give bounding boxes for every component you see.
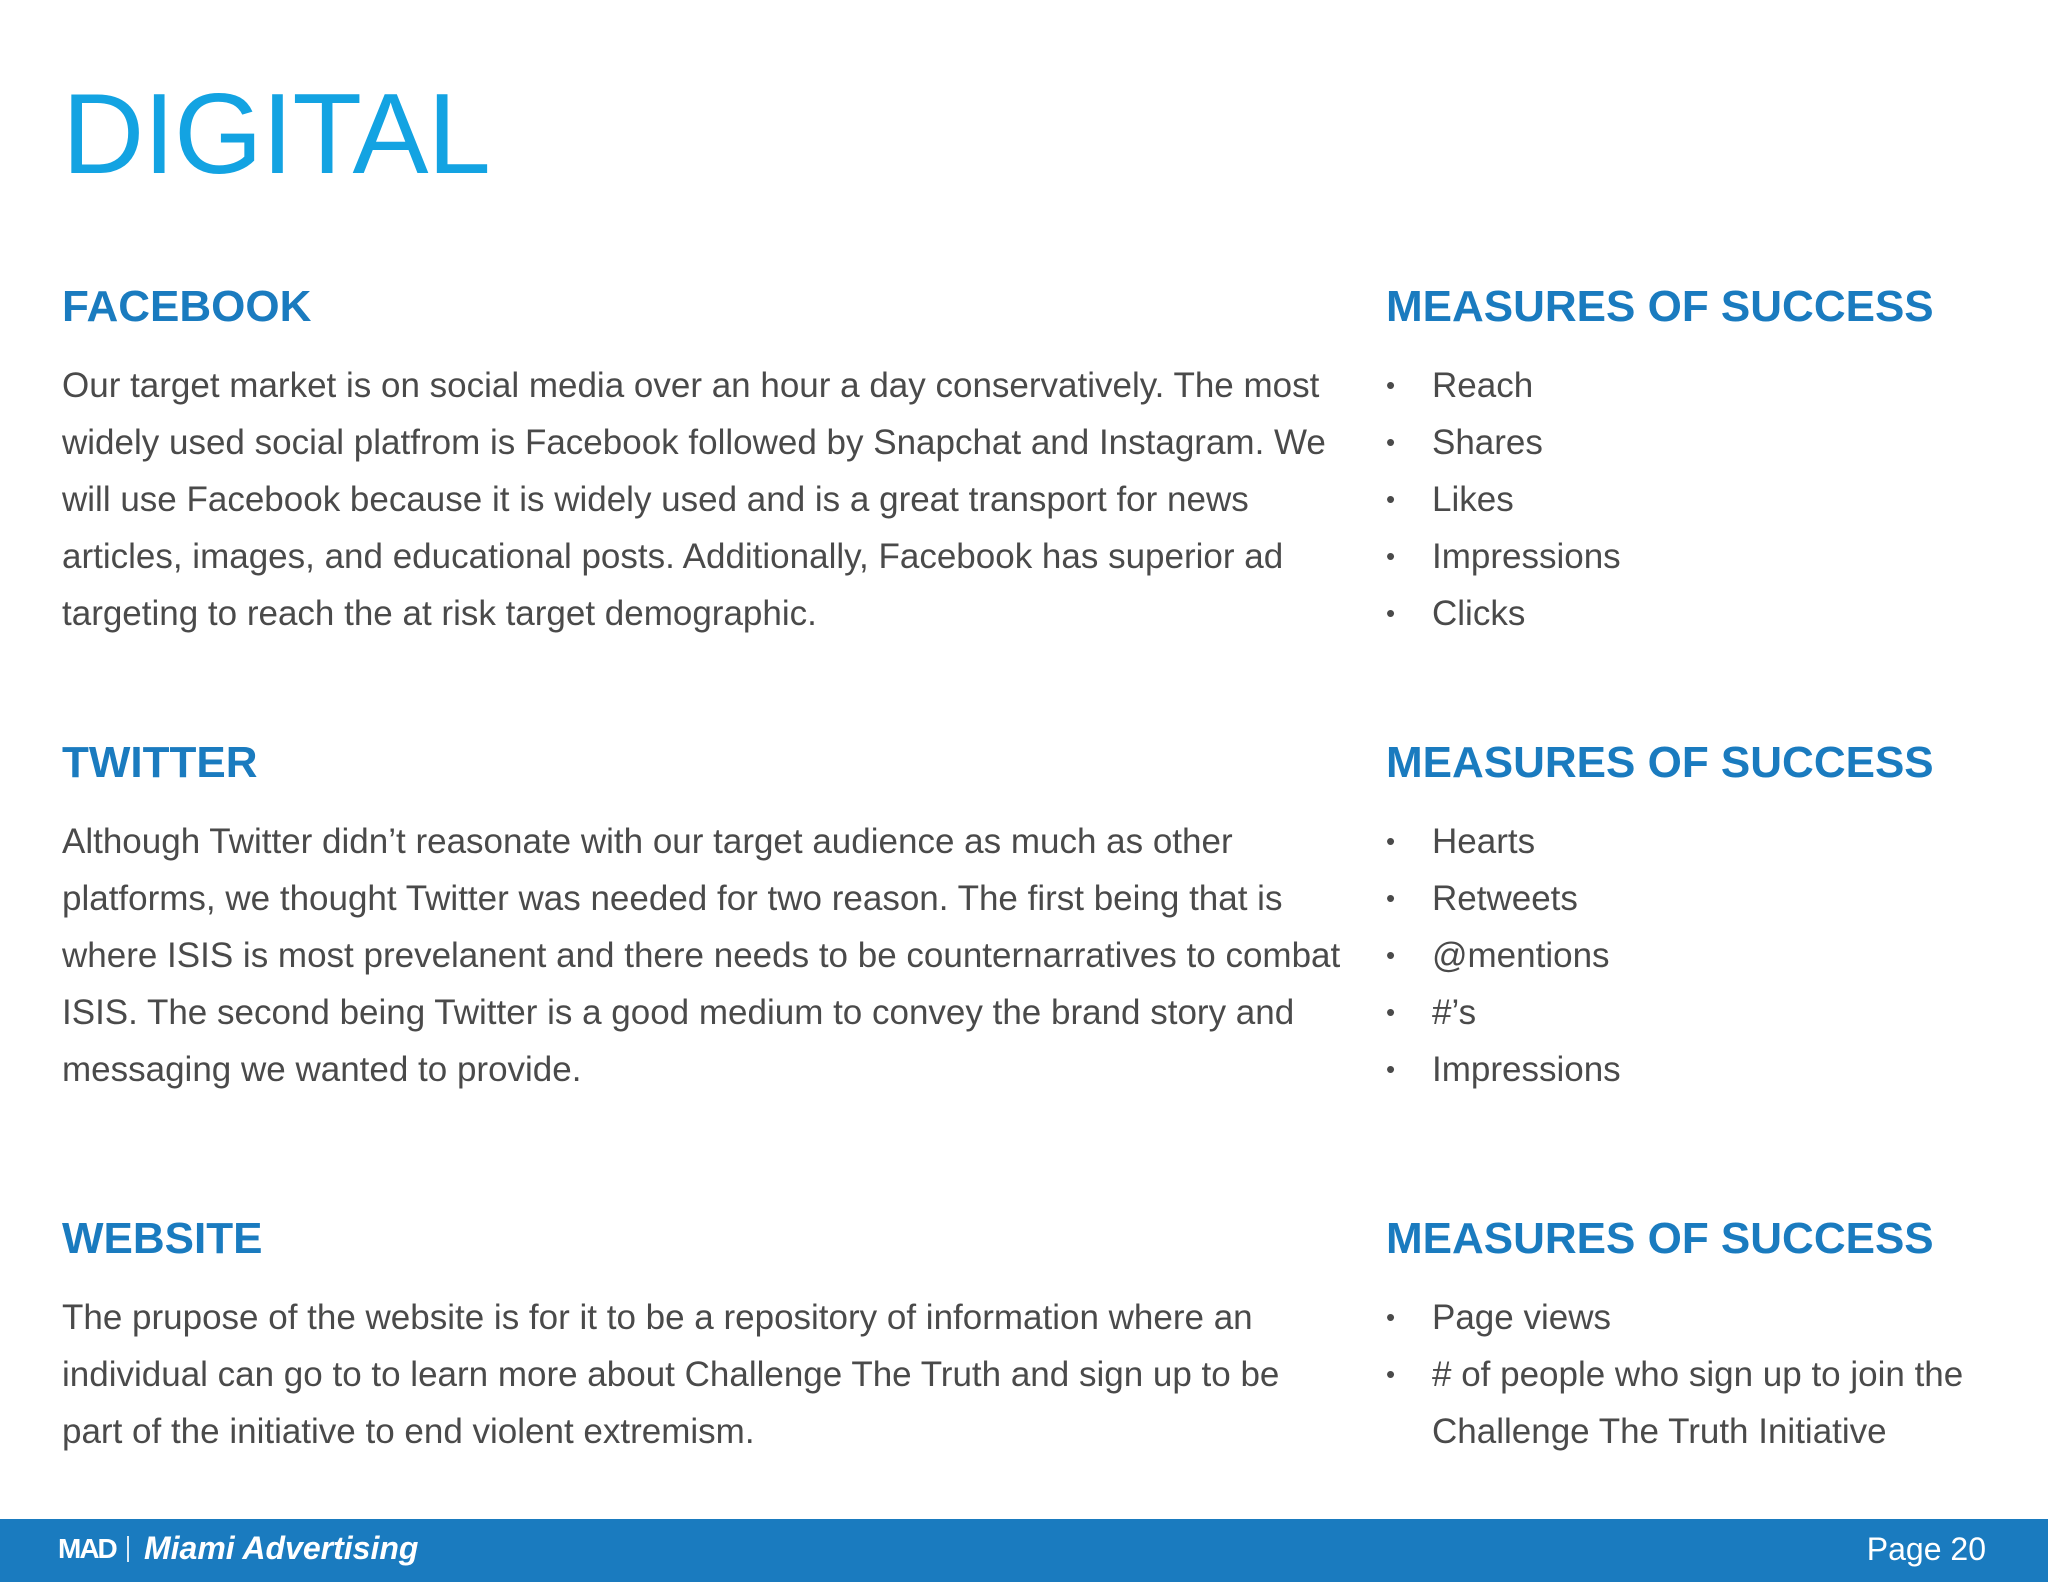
bullet-icon: • — [1386, 883, 1396, 913]
bullet-icon: • — [1386, 826, 1396, 856]
section-heading-twitter: TWITTER — [62, 738, 258, 787]
bullet-icon: • — [1386, 1302, 1396, 1332]
footer-brand-name: Miami Advertising — [144, 1530, 419, 1566]
bullet-icon: • — [1386, 940, 1396, 970]
section-heading-facebook: FACEBOOK — [62, 282, 312, 331]
bullet-icon: • — [1386, 1054, 1396, 1084]
page-title: DIGITAL — [62, 71, 490, 198]
list-item: • Impressions — [1386, 1041, 2026, 1098]
section-body-facebook: Our target market is on social media over an hour a day conservatively. The most widely used social platfrom is Facebook followed by Snapchat and Instagram. We will use Facebook because it is widely used and is a great transport for news articles, images, and educational posts. Additionally, Facebook has superior ad targeting to reach the at risk target demographic. — [62, 366, 1326, 633]
list-item: • Retweets — [1386, 870, 2026, 927]
list-item: • Likes — [1386, 471, 2026, 528]
section-body-website: The prupose of the website is for it to be a repository of information where an individual can go to to learn more about Challenge The Truth and sign up to be part of the initiative to end violent extremism. — [62, 1298, 1280, 1451]
bullet-icon: • — [1386, 370, 1396, 400]
footer-bar — [0, 1519, 2048, 1582]
measures-list-facebook — [1386, 357, 2026, 642]
mad-logo: MAD — [58, 1533, 116, 1564]
bullet-icon: • — [1386, 598, 1396, 628]
page-number: Page 20 — [1866, 1531, 1986, 1567]
list-item: • Hearts — [1386, 813, 2026, 870]
measures-heading-twitter: MEASURES OF SUCCESS — [1386, 738, 1934, 787]
bullet-icon: • — [1386, 427, 1396, 457]
bullet-icon: • — [1386, 1359, 1396, 1389]
list-item: • # of people who sign up to join the Challenge The Truth Initiative — [1386, 1346, 2026, 1460]
bullet-icon: • — [1386, 541, 1396, 571]
measures-list-website — [1386, 1289, 2026, 1460]
list-item: • Impressions — [1386, 528, 2026, 585]
list-item: • @mentions — [1386, 927, 2026, 984]
list-item: • Clicks — [1386, 585, 2026, 642]
footer-divider — [127, 1536, 129, 1562]
measures-list-twitter — [1386, 813, 2026, 1098]
list-item: • Page views — [1386, 1289, 2026, 1346]
list-item: • #’s — [1386, 984, 2026, 1041]
bullet-icon: • — [1386, 484, 1396, 514]
bullet-icon: • — [1386, 997, 1396, 1027]
section-heading-website: WEBSITE — [62, 1214, 263, 1263]
measures-heading-facebook: MEASURES OF SUCCESS — [1386, 282, 1934, 331]
list-item: • Reach — [1386, 357, 2026, 414]
measures-heading-website: MEASURES OF SUCCESS — [1386, 1214, 1934, 1263]
list-item: • Shares — [1386, 414, 2026, 471]
section-body-twitter: Although Twitter didn’t reasonate with our target audience as much as other platforms, we thought Twitter was needed for two reason. The first being that is where ISIS is most prevelanent and there needs to be counternarratives to combat ISIS. The second being Twitter is a good medium to convey the brand story and messaging we wanted to provide. — [62, 822, 1341, 1089]
